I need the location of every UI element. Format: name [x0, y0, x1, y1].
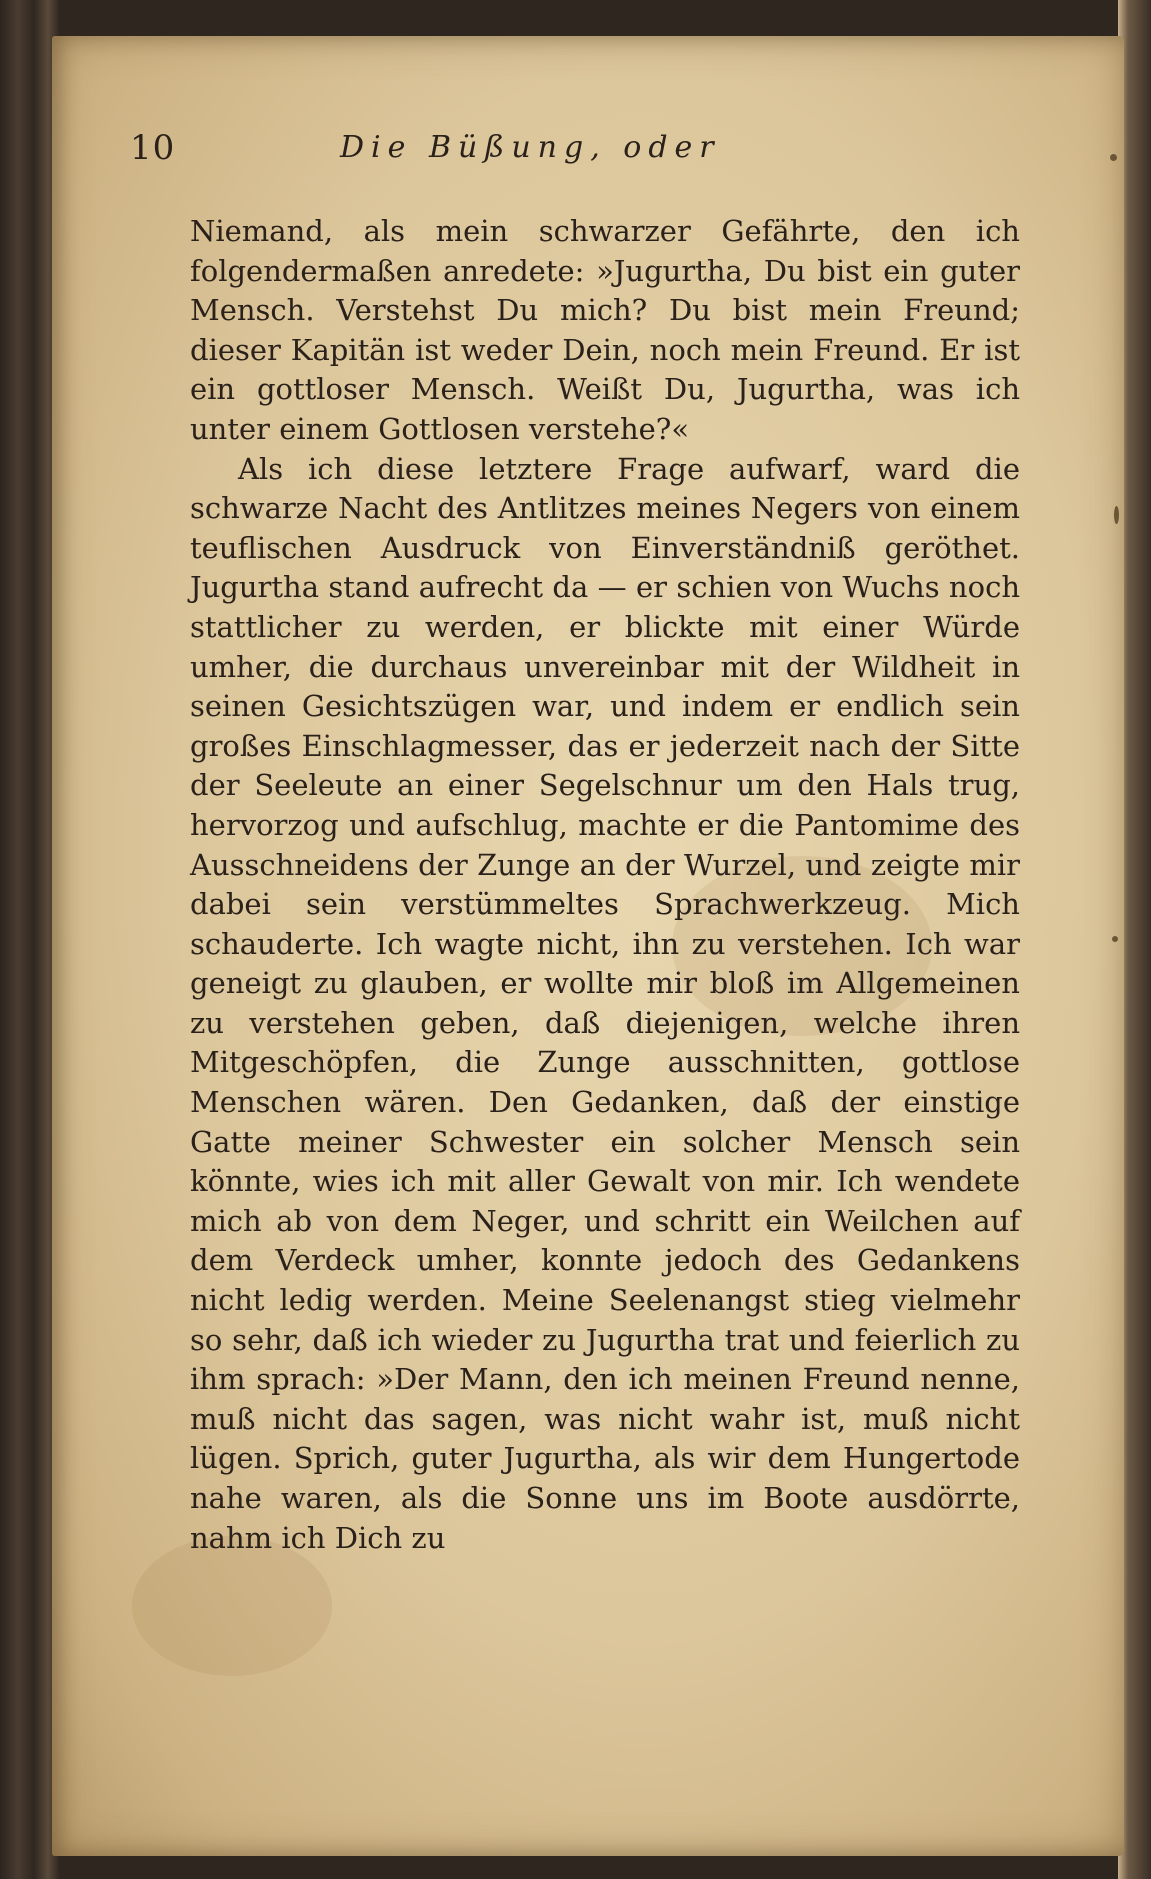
paper-speck [1112, 936, 1118, 942]
paper-speck [1114, 506, 1119, 524]
paragraph: Niemand, als mein schwarzer Gefährte, den ich folgendermaßen anredete: »Jugurtha, Du bist ein guter Mensch. Verstehst Du mich? Du bist mein Freund; dieser Kapitän ist weder Dein, noch mein Freund. Er ist ein gottloser Mensch. Weißt Du, Jugurtha, was ich unter einem Gottlosen verstehe?« [190, 214, 1020, 446]
page-number: 10 [130, 128, 176, 168]
body-text [190, 212, 1020, 1558]
running-title: Die Büßung, oder [340, 130, 721, 165]
paper-speck [1110, 154, 1117, 161]
paragraph: Als ich diese letztere Frage aufwarf, ward die schwarze Nacht des Antlitzes meines Negers von einem teuflischen Ausdruck von Einverständniß geröthet. Jugurtha stand aufrecht da — er schien von Wuchs noch stattlicher zu werden, er blickte mit einer Würde umher, die durchaus unvereinbar mit der Wildheit in seinen Gesichtszügen war, und indem er endlich sein großes Einschlagmesser, das er jederzeit nach der Sitte der Seeleute an einer Segelschnur um den Hals trug, hervorzog und aufschlug, machte er die Pantomime des Ausschneidens der Zunge an der Wurzel, und zeigte mir dabei sein verstümmeltes Sprachwerkzeug. Mich schauderte. Ich wagte nicht, ihn zu verstehen. Ich war geneigt zu glauben, er wollte mir bloß im Allgemeinen zu verstehen geben, daß diejenigen, welche ihren Mitgeschöpfen, die Zunge ausschnitten, gottlose Menschen wären. Den Gedanken, daß der einstige Gatte meiner Schwester ein solcher Mensch sein könnte, wies ich mit aller Gewalt von mir. Ich wendete mich ab von dem Neger, und schritt ein Weilchen auf dem Verdeck umher, konnte jedoch des Gedankens nicht ledig werden. Meine Seelenangst stieg vielmehr so sehr, daß ich wieder zu Jugurtha trat und feierlich zu ihm sprach: »Der Mann, den ich meinen Freund nenne, muß nicht das sagen, was nicht wahr ist, muß nicht lügen. Sprich, guter Jugurtha, als wir dem Hungertode nahe waren, als die Sonne uns im Boote ausdörrte, nahm ich Dich zu [190, 451, 1020, 1555]
page-header [130, 128, 750, 188]
